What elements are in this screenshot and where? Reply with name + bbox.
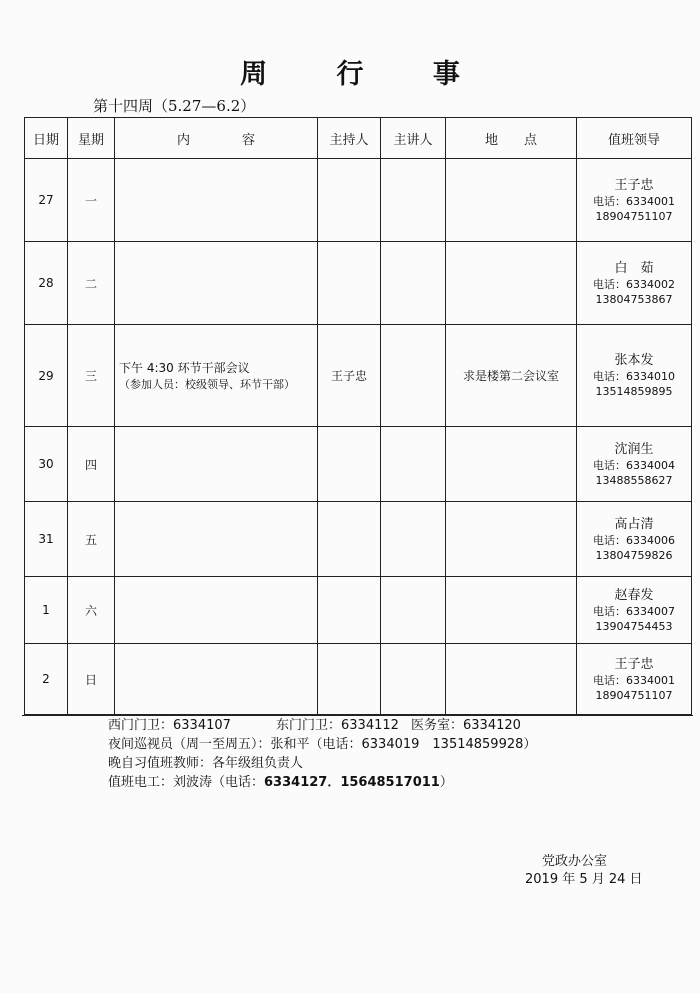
duty-leader-mobile: 18904751107 xyxy=(595,688,673,702)
header-host: 主持人 xyxy=(318,118,381,159)
cell-location xyxy=(446,644,577,715)
cell-location xyxy=(446,159,577,242)
cell-speaker xyxy=(381,242,446,325)
duty-leader-phone: 电话：6334007 xyxy=(593,604,675,618)
footer-contacts xyxy=(108,716,536,792)
electrician-numbers: 6334127．15648517011 xyxy=(264,775,440,790)
duty-leader-phone: 电话：6334004 xyxy=(593,458,675,472)
header-weekday: 星期 xyxy=(68,118,115,159)
schedule-table xyxy=(24,117,692,715)
cell-location xyxy=(446,577,577,644)
cell-weekday: 六 xyxy=(68,577,115,644)
cell-date: 27 xyxy=(25,159,68,242)
table-row xyxy=(25,325,692,427)
duty-leader-mobile: 13514859895 xyxy=(595,385,673,398)
cell-host xyxy=(318,644,381,715)
table-row xyxy=(25,644,692,715)
cell-speaker xyxy=(381,502,446,577)
cell-content xyxy=(115,159,318,242)
cell-duty-leader xyxy=(577,325,692,427)
table-header-row xyxy=(25,118,692,159)
cell-speaker xyxy=(381,159,446,242)
study-duty-info: 晚自习值班教师：各年级组负责人 xyxy=(108,756,304,771)
clinic-phone: 医务室：6334120 xyxy=(411,718,521,733)
cell-duty-leader xyxy=(577,502,692,577)
cell-content xyxy=(115,427,318,502)
cell-location xyxy=(446,242,577,325)
duty-leader-name: 王子忠 xyxy=(614,177,654,193)
duty-leader-phone: 电话：6334001 xyxy=(593,673,675,687)
table-row xyxy=(25,502,692,577)
electrician-prefix: 值班电工：刘波涛（电话： xyxy=(108,775,265,790)
signature-office: 党政办公室 xyxy=(542,854,608,869)
duty-leader-mobile: 13804759826 xyxy=(595,548,673,562)
duty-leader-mobile: 18904751107 xyxy=(595,209,673,223)
cell-location xyxy=(446,502,577,577)
week-label: 第十四周（5.27—6.2） xyxy=(93,97,256,115)
cell-content xyxy=(115,325,318,427)
cell-host xyxy=(318,242,381,325)
cell-weekday: 四 xyxy=(68,427,115,502)
content-main: 下午 4:30 环节干部会议 xyxy=(119,360,250,375)
cell-content xyxy=(115,242,318,325)
cell-weekday: 五 xyxy=(68,502,115,577)
cell-date: 31 xyxy=(25,502,68,577)
cell-host xyxy=(318,159,381,242)
east-gate-phone: 东门门卫：6334112 xyxy=(276,718,399,733)
night-patrol-info: 夜间巡视员（周一至周五）：张和平（电话：6334019 13514859928） xyxy=(108,737,537,752)
header-date: 日期 xyxy=(25,118,68,159)
duty-leader-name: 王子忠 xyxy=(614,656,654,672)
header-duty-leader: 值班领导 xyxy=(577,118,692,159)
duty-leader-phone: 电话：6334001 xyxy=(593,194,675,208)
cell-speaker xyxy=(381,325,446,427)
content-sub: （参加人员：校级领导、环节干部） xyxy=(119,377,295,391)
cell-speaker xyxy=(381,644,446,715)
duty-leader-mobile: 13804753867 xyxy=(595,292,673,306)
cell-date: 28 xyxy=(25,242,68,325)
duty-leader-phone: 电话：6334002 xyxy=(593,277,675,291)
cell-content xyxy=(115,502,318,577)
cell-weekday: 日 xyxy=(68,644,115,715)
cell-speaker xyxy=(381,577,446,644)
duty-leader-name: 张本发 xyxy=(614,353,654,368)
table-row xyxy=(25,242,692,325)
cell-host: 王子忠 xyxy=(318,325,381,427)
cell-weekday: 一 xyxy=(68,159,115,242)
duty-leader-mobile: 13904754453 xyxy=(595,619,673,633)
cell-duty-leader xyxy=(577,427,692,502)
table-row xyxy=(25,159,692,242)
table-row xyxy=(25,427,692,502)
cell-weekday: 三 xyxy=(68,325,115,427)
page-title: 周 行 事 xyxy=(240,59,490,90)
cell-weekday: 二 xyxy=(68,242,115,325)
duty-leader-phone: 电话：6334010 xyxy=(593,370,675,383)
cell-host xyxy=(318,577,381,644)
cell-content xyxy=(115,577,318,644)
duty-leader-name: 高占清 xyxy=(614,516,654,532)
cell-content xyxy=(115,644,318,715)
cell-date: 30 xyxy=(25,427,68,502)
cell-speaker xyxy=(381,427,446,502)
cell-duty-leader xyxy=(577,159,692,242)
header-content: 内 容 xyxy=(115,118,318,159)
cell-host xyxy=(318,427,381,502)
header-location: 地 点 xyxy=(446,118,577,159)
cell-duty-leader xyxy=(577,242,692,325)
cell-location xyxy=(446,427,577,502)
duty-leader-mobile: 13488558627 xyxy=(595,473,673,487)
west-gate-phone: 西门门卫：6334107 xyxy=(108,718,231,733)
cell-host xyxy=(318,502,381,577)
header-speaker: 主讲人 xyxy=(381,118,446,159)
electrician-suffix: ） xyxy=(439,775,453,790)
cell-duty-leader xyxy=(577,577,692,644)
duty-leader-name: 沈润生 xyxy=(614,441,654,457)
cell-duty-leader xyxy=(577,644,692,715)
table-row xyxy=(25,577,692,644)
cell-location: 求是楼第二会议室 xyxy=(446,325,577,427)
duty-leader-phone: 电话：6334006 xyxy=(593,533,675,547)
duty-leader-name: 赵春发 xyxy=(614,587,654,603)
cell-date: 1 xyxy=(25,577,68,644)
cell-date: 2 xyxy=(25,644,68,715)
cell-date: 29 xyxy=(25,325,68,427)
signature-date: 2019 年 5 月 24 日 xyxy=(525,872,643,887)
duty-leader-name: 白 茹 xyxy=(614,260,654,276)
